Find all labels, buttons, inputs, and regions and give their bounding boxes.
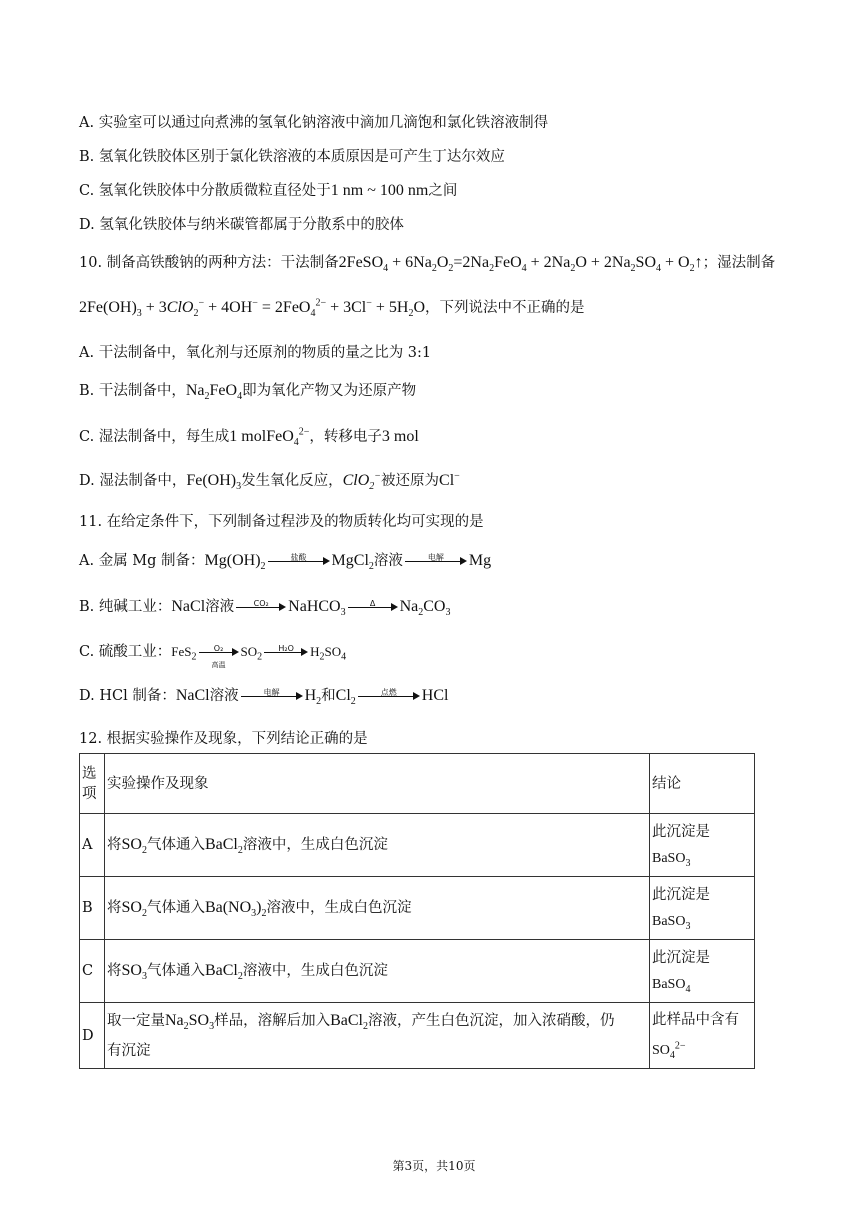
q11-d-h2: $H_2$ bbox=[304, 687, 322, 708]
q10-wet-line bbox=[79, 298, 585, 318]
q11-b-arrow2-label: Δ bbox=[369, 599, 376, 608]
q11-d-product: HCl bbox=[421, 687, 449, 704]
row-a-op-a: 将 bbox=[107, 837, 122, 853]
row-b-conclusion bbox=[650, 877, 755, 940]
row-a-gas: $SO_2$ bbox=[121, 836, 147, 857]
table-row bbox=[80, 814, 755, 877]
row-c-con-formula: BaSO$_4$ bbox=[652, 976, 691, 995]
row-c-con-text: 此沉淀是 bbox=[652, 949, 710, 966]
row-d-operation bbox=[105, 1003, 650, 1069]
q11-d-reactant: NaCl bbox=[175, 687, 210, 704]
q10-option-d-pre: D. 湿法制备中， bbox=[79, 473, 187, 489]
row-c-operation bbox=[105, 940, 650, 1003]
row-c-op-b: 气体通入 bbox=[146, 963, 205, 979]
row-a-reagent: BaCl$_2$ bbox=[204, 836, 243, 857]
q10-option-d-formula2: ClO$_2$− bbox=[342, 470, 382, 493]
q11-d-solution: 溶液 bbox=[209, 688, 239, 704]
header-option bbox=[80, 754, 105, 814]
q9-option-c-text: C. 氢氧化铁胶体中分散质微粒直径处于 bbox=[79, 183, 331, 199]
q11-c-product: $H_2SO_4$ bbox=[310, 644, 347, 663]
q10-option-d-formula1: $Fe(OH)_3$ bbox=[186, 472, 242, 493]
q10-option-c-pre: C. 湿法制备中，每生成 bbox=[79, 429, 230, 445]
q10-stem-pre: 10. 制备高铁酸钠的两种方法：干法制备 bbox=[79, 255, 339, 271]
row-d-sample: $Na_2SO_3$ bbox=[165, 1011, 215, 1032]
q11-a-arrow1-label: 盐酸 bbox=[290, 553, 307, 562]
q9-option-a: A. 实验室可以通过向煮沸的氢氧化钠溶液中滴加几滴饱和氯化铁溶液制得 bbox=[79, 115, 549, 131]
row-d-con-formula: $SO_4^{2-}$ bbox=[652, 1040, 686, 1061]
header-option-line2: 项 bbox=[82, 785, 97, 802]
q11-d-arrow1-label: 电解 bbox=[263, 688, 280, 697]
q11-b-arrow1-label: CO₂ bbox=[253, 599, 269, 608]
row-a-operation bbox=[105, 814, 650, 877]
q10-option-c-mid: ，转移电子 bbox=[309, 429, 382, 445]
q12-stem: 12. 根据实验操作及现象，下列结论正确的是 bbox=[79, 731, 368, 747]
q11-d-and: 和 bbox=[321, 688, 336, 704]
row-d-op-b: 样品，溶解后加入 bbox=[214, 1012, 331, 1029]
q11-option-c-label: C. 硫酸工业： bbox=[79, 644, 172, 660]
row-b-op-b: 气体通入 bbox=[146, 900, 205, 916]
q10-option-b-pre: B. 干法制备中， bbox=[79, 383, 186, 399]
q10-option-d-mid: 发生氧化反应， bbox=[241, 473, 343, 489]
q11-c-intermediate: $SO_2$ bbox=[240, 644, 263, 663]
q9-option-c bbox=[79, 181, 457, 201]
q11-c-arrow2-label: H₂O bbox=[278, 644, 294, 653]
q12-table bbox=[79, 753, 755, 1069]
q11-option-a-label: A. 金属 Mg 制备： bbox=[79, 553, 205, 569]
q11-stem: 11. 在给定条件下，下列制备过程涉及的物质转化均可实现的是 bbox=[79, 514, 484, 530]
q11-c-reactant: FeS$_2$ bbox=[171, 644, 197, 663]
header-operation: 实验操作及现象 bbox=[105, 754, 650, 814]
q9-option-d: D. 氢氧化铁胶体与纳米碳管都属于分散系中的胶体 bbox=[79, 217, 404, 233]
q11-b-product: $Na_2CO_3$ bbox=[399, 598, 451, 619]
row-b-op-a: 将 bbox=[107, 900, 122, 916]
row-b-option: B bbox=[80, 877, 105, 940]
q11-c-arrow1 bbox=[199, 644, 239, 669]
q11-b-intermediate: NaHCO$_3$ bbox=[288, 598, 346, 619]
q11-c-arrow1-condition: 高温 bbox=[211, 661, 226, 669]
row-a-op-b: 气体通入 bbox=[146, 837, 205, 853]
q10-option-c-formula: 1 molFeO$_4^{2-}$ bbox=[229, 426, 310, 449]
row-c-reagent: BaCl$_2$ bbox=[204, 962, 243, 983]
q11-c-arrow1-label: O₂ bbox=[213, 644, 224, 653]
table-header-row bbox=[80, 754, 755, 814]
row-c-op-a: 将 bbox=[107, 963, 122, 979]
q9-option-b: B. 氢氧化铁胶体区别于氯化铁溶液的本质原因是可产生丁达尔效应 bbox=[79, 149, 505, 165]
row-b-operation bbox=[105, 877, 650, 940]
q11-option-b-label: B. 纯碱工业： bbox=[79, 599, 172, 615]
q11-d-cl2: $Cl_2$ bbox=[335, 687, 356, 708]
q11-a-reactant: $Mg(OH)_2$ bbox=[204, 552, 266, 573]
q10-option-d-formula3: Cl− bbox=[439, 470, 460, 489]
q11-a-arrow2-label: 电解 bbox=[427, 553, 444, 562]
q10-dry-equation: 2FeSO$_4$ + $6Na_2O_2=2Na_2FeO_4 + 2Na_2O + 2Na_2SO_4$ + $O_2↑$ bbox=[338, 254, 703, 275]
q11-b-arrow1 bbox=[236, 600, 286, 614]
q10-option-b bbox=[79, 381, 416, 401]
q11-d-arrow2 bbox=[358, 689, 420, 703]
row-a-conclusion bbox=[650, 814, 755, 877]
row-d-con-text: 此样品中含有 bbox=[652, 1012, 739, 1028]
q11-a-arrow1 bbox=[268, 554, 330, 568]
q11-option-a bbox=[79, 551, 491, 571]
table-row bbox=[80, 877, 755, 940]
q10-stem-post: ，下列说法中不正确的是 bbox=[425, 300, 585, 316]
row-a-option: A bbox=[80, 814, 105, 877]
row-a-con-text: 此沉淀是 bbox=[652, 823, 710, 840]
row-b-con-text: 此沉淀是 bbox=[652, 886, 710, 903]
row-b-gas: $SO_2$ bbox=[121, 899, 147, 920]
q10-option-b-formula: $Na_2FeO_4$ bbox=[185, 382, 243, 403]
q10-stem bbox=[79, 253, 775, 273]
row-b-op-c: 溶液中，生成白色沉淀 bbox=[266, 900, 412, 916]
row-d-option: D bbox=[80, 1003, 105, 1069]
q11-a-arrow2 bbox=[405, 554, 467, 568]
row-b-con-formula: BaSO$_3$ bbox=[652, 913, 691, 932]
q11-option-d-label: D. HCl 制备： bbox=[79, 688, 176, 704]
row-c-gas: $SO_3$ bbox=[121, 962, 147, 983]
q10-option-c-value: 3 mol bbox=[381, 428, 419, 445]
q11-option-b bbox=[79, 597, 450, 617]
q11-option-c bbox=[79, 642, 347, 669]
q11-d-arrow2-label: 点燃 bbox=[380, 688, 397, 697]
row-d-op-a: 取一定量 bbox=[107, 1012, 165, 1029]
header-option-line1: 选 bbox=[82, 765, 97, 782]
q11-b-arrow2 bbox=[348, 600, 398, 614]
row-a-con-formula: BaSO$_3$ bbox=[652, 850, 691, 869]
q11-a-product: Mg bbox=[468, 552, 492, 569]
table-row bbox=[80, 1003, 755, 1069]
q9-option-c-tail: 之间 bbox=[428, 183, 458, 199]
row-d-op-c: 溶液，产生白色沉淀，加入浓硝酸，仍 bbox=[368, 1012, 615, 1029]
q11-b-solution: 溶液 bbox=[205, 599, 235, 615]
row-c-option: C bbox=[80, 940, 105, 1003]
page-footer: 第3页，共10页 bbox=[392, 1159, 476, 1173]
row-c-op-c: 溶液中，生成白色沉淀 bbox=[242, 963, 388, 979]
q11-a-solution: 溶液 bbox=[373, 553, 403, 569]
table-row bbox=[80, 940, 755, 1003]
q11-d-arrow1 bbox=[241, 689, 303, 703]
row-d-reagent: BaCl$_2$ bbox=[330, 1011, 368, 1032]
header-conclusion: 结论 bbox=[650, 754, 755, 814]
q10-option-b-post: 即为氧化产物又为还原产物 bbox=[242, 383, 417, 399]
q11-c-arrow2 bbox=[264, 645, 308, 659]
q10-option-d-mid2: 被还原为 bbox=[381, 473, 440, 489]
q10-option-d bbox=[79, 471, 460, 491]
row-d-op-d: 有沉淀 bbox=[107, 1042, 151, 1059]
q10-wet-equation: $2Fe(OH)_3 + 3ClO_2^- + 4OH^- = 2FeO_4^{2-} + 3Cl^- + 5H_2O$ bbox=[79, 297, 426, 320]
q10-option-a: A. 干法制备中，氧化剂与还原剂的物质的量之比为 3:1 bbox=[79, 345, 432, 361]
row-c-conclusion bbox=[650, 940, 755, 1003]
q9-option-c-math: 1 nm ~ 100 nm bbox=[330, 182, 429, 199]
q11-option-d bbox=[79, 686, 448, 706]
q11-b-reactant: NaCl bbox=[171, 598, 206, 615]
q11-a-intermediate: MgCl$_2$ bbox=[331, 552, 374, 573]
row-b-reagent: $Ba(NO_3)_2$ bbox=[204, 899, 267, 920]
q10-option-c bbox=[79, 427, 419, 447]
row-d-conclusion bbox=[650, 1003, 755, 1069]
q10-stem-mid: ；湿法制备 bbox=[702, 255, 776, 271]
row-a-op-c: 溶液中，生成白色沉淀 bbox=[242, 837, 388, 853]
